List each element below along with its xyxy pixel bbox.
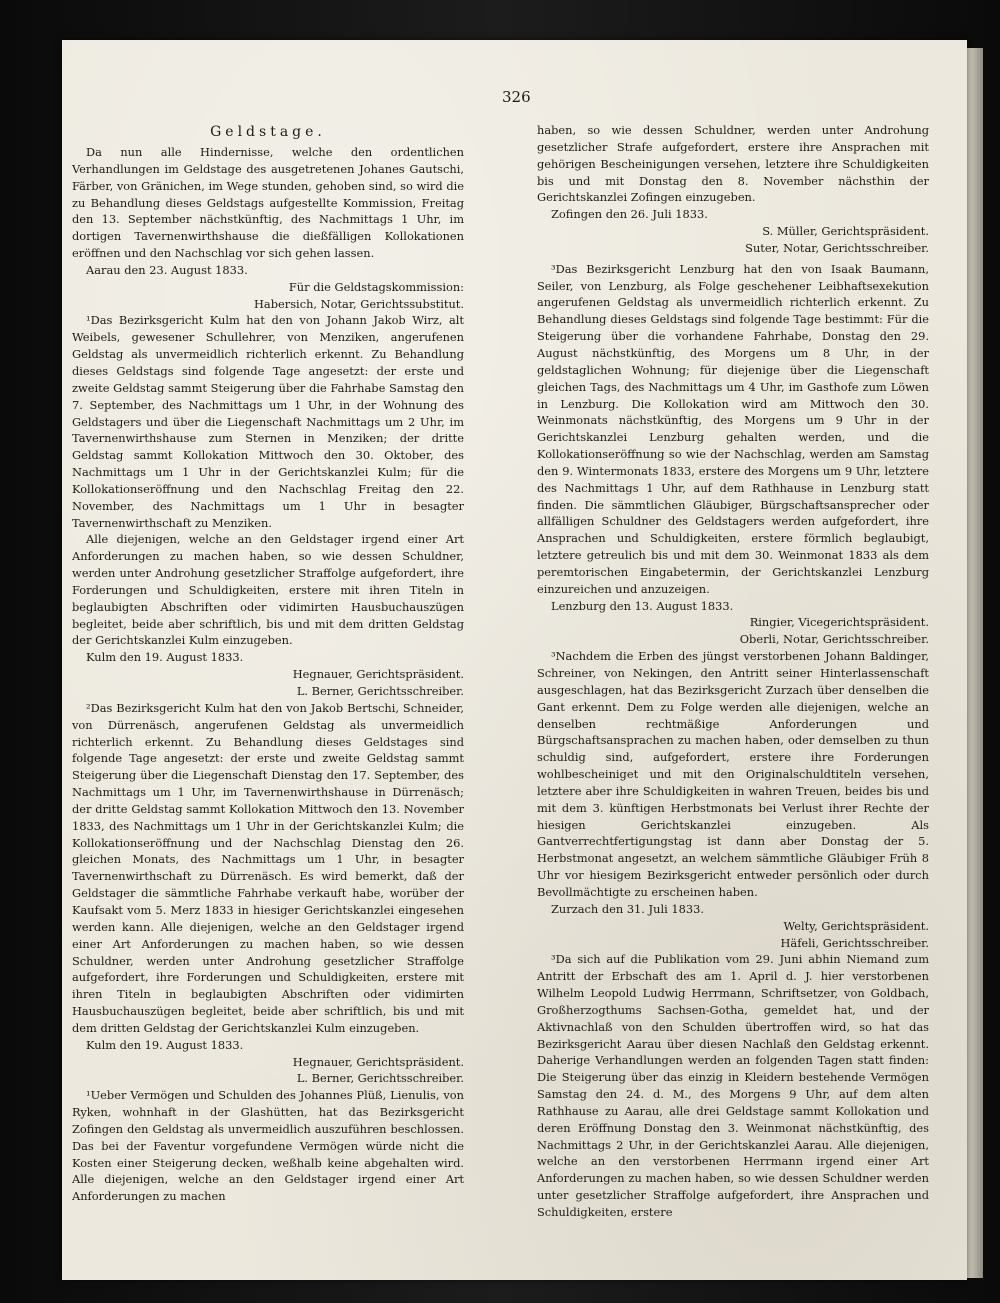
notice-gautschi-body: Da nun alle Hindernisse, welche den ordentlichen Verhandlungen im Geldstage des ausgetretenen Johanes Gautschi, Färber, von Gränichen, im Wege stunden, gehoben sind, so wird die zu Behandlung dieses Geldstags aufgestellte Kommission, Freitag den 13. September nächstkünftig, des Nachmittags 1 Uhr, im dortigen Tavernenwirthshause die dießfälligen Kollokationen eröffnen und den Nachschlag vor sich gehen lassen.	[72, 145, 464, 261]
notice-wirz-body: ¹Das Bezirksgericht Kulm hat den von Johann Jakob Wirz, alt Weibels, gewesener Schullehrer, von Menziken, angerufenen Geldstag als unvermeidlich richterlich erkennt. Zu Behandlung dieses Geldstags sind folgende Tage angesetzt: der erste und zweite Geldstag sammt Steigerung über die Fahrhabe Samstag den 7. September, des Nachmittags um 1 Uhr, in der Wohnung des Geldstagers und über die Liegenschaft Nachmittags um 2 Uhr, im Tavernenwirthshause zum Sternen in Menziken; der dritte Geldstag sammt Kollokation Mittwoch den 30. Oktober, des Nachmittags um 1 Uhr in der Gerichtskanzlei Kulm; für die Kollokationseröffnung und den Nachschlag Freitag den 22. November, des Nachmittags um 1 Uhr in besagter Tavernenwirthschaft zu Menziken.	[72, 313, 464, 530]
notice-pluess-place-date: Zofingen den 26. Juli 1833.	[551, 207, 708, 222]
notice-baumann-signature-1: Ringier, Vicegerichtspräsident.	[749, 615, 929, 630]
notice-wirz-place-date: Kulm den 19. August 1833.	[86, 650, 244, 665]
notice-pluess-signature-2: Suter, Notar, Gerichtsschreiber.	[745, 240, 929, 255]
notice-wirz-signature-1: Hegnauer, Gerichtspräsident.	[292, 667, 464, 682]
section-heading: Geldstage.	[210, 124, 326, 140]
notice-herrmann-body: ³Da sich auf die Publikation vom 29. Juni abhin Niemand zum Antritt der Erbschaft des am 1. April d. J. hier verstorbenen Wilhelm Leopold Ludwig Herrmann, Schriftsetzer, von Goldbach, Großherzogthums Sachsen-Gotha, gemeldet hat, und der Aktivnachlaß von den Schulden übertroffen wird, so hat das Bezirksgericht Aarau über diesen Nachlaß den Geldstag erkennt. Daherige Verhandlungen werden an folgenden Tagen statt finden: Die Steigerung über das einzig in Kleidern bestehende Vermögen Samstag den 24. d. M., des Morgens 9 Uhr, auf dem alten Rathhause zu Aarau, alle drei Geldstage sammt Kollokation und deren Eröffnung Donstag den 3. Weinmonat nächstkünftig, des Nachmittags 2 Uhr, in der Gerichtskanzlei Aarau. Alle diejenigen, welche an den verstorbenen Herrmann irgend einer Art Anforderungen zu machen haben, so wie dessen Schuldner werden unter gesetzlicher Straffolge aufgefordert, ihre Ansprachen und Schuldigkeiten, erstere	[537, 952, 929, 1219]
notice-gautschi-signature-1: Für die Geldstagskommission:	[288, 279, 464, 294]
page-number: 326	[502, 88, 531, 106]
next-page-edge	[967, 48, 983, 1278]
notice-gautschi-place-date: Aarau den 23. August 1833.	[86, 262, 248, 277]
newspaper-page	[62, 40, 967, 1280]
notice-baumann-body: ³Das Bezirksgericht Lenzburg hat den von Isaak Baumann, Seiler, von Lenzburg, als Folge geschehener Leibhaftsexekution angerufenen Geldstag als unvermeidlich richterlich erkennt. Zu Behandlung dieses Geldstags sind folgende Tage bestimmt: Für die Steigerung über die vorhandene Fahrhabe, Donstag den 29. August nächstkünftig, des Morgens um 8 Uhr, in der geldstaglichen Wohnung; für diejenige über die Liegenschaft gleichen Tags, des Nachmittags um 4 Uhr, im Gasthofe zum Löwen in Lenzburg. Die Kollokation wird am Mittwoch den 30. Weinmonats nächstkünftig, des Morgens um 9 Uhr in der Gerichtskanzlei Lenzburg gehalten werden, und die Kollokationseröffnung so wie der Nachschlag, werden am Samstag den 9. Wintermonats 1833, erstere des Morgens um 9 Uhr, letztere des Nachmittags 1 Uhr, auf dem Rathhause in Lenzburg statt finden. Die sämmtlichen Gläubiger, Bürgschaftsansprecher oder allfälligen Schuldner des Geldstagers werden aufgefordert, ihre Ansprachen und Schuldigkeiten, erstere förmlich beglaubigt, letztere getreulich bis und mit dem 30. Weinmonat 1833 als dem peremtorischen Eingabetermin, der Gerichtskanzlei Lenzburg einzureichen und anzuzeigen.	[537, 261, 929, 596]
notice-wirz-signature-2: L. Berner, Gerichtsschreiber.	[296, 684, 464, 698]
notice-baumann-signature-2: Oberli, Notar, Gerichtsschreiber.	[739, 632, 929, 647]
notice-bertschi-signature-1: Hegnauer, Gerichtspräsident.	[292, 1054, 464, 1069]
notice-baldinger-body: ³Nachdem die Erben des jüngst verstorbenen Johann Baldinger, Schreiner, von Nekingen, den Antritt seiner Hinterlassenschaft ausgeschlagen, hat das Bezirksgericht Zurzach über denselben die Gant erkennt. Dem zu Folge werden alle diejenigen, welche an denselben rechtmäßige Anforderungen und Bürgschaftsansprachen zu machen haben, oder demselben zu thun schuldig sind, aufgefordert, erstere ihre Forderungen wohlbescheiniget und mit den Originalschuldtiteln versehen, letztere aber ihre Schuldigkeiten in wahren Treuen, beides bis und mit dem 3. künftigen Herbstmonats bei Verlust ihrer Rechte der hiesigen Gerichtskanzlei einzugeben. Als Gantverrechtfertigungstag ist dann aber Donstag der 5. Herbstmonat angesetzt, an welchem sämmtliche Gläubiger Früh 8 Uhr vor hiesigem Bezirksgericht entweder persönlich oder durch Bevollmächtigte zu erscheinen haben.	[537, 649, 929, 899]
notice-bertschi-place-date: Kulm den 19. August 1833.	[86, 1037, 244, 1052]
right-column	[537, 122, 929, 1221]
notice-pluess-signature-1: S. Müller, Gerichtspräsident.	[762, 224, 929, 239]
notice-bertschi-body: ²Das Bezirksgericht Kulm hat den von Jakob Bertschi, Schneider, von Dürrenäsch, angerufenen Geldstag als unvermeidlich richterlich erkennt. Zu Behandlung dieses Geldstages sind folgende Tage angesetzt: der erste und zweite Geldstag sammt Steigerung über die Liegenschaft Dienstag den 17. September, des Nachmittags um 1 Uhr, im Tavernenwirthshause in Dürrenäsch; der dritte Geldstag sammt Kollokation Mittwoch den 13. November 1833, des Nachmittags um 1 Uhr in der Gerichtskanzlei Kulm; die Kollokationseröffnung und der Nachschlag Dienstag den 26. gleichen Monats, des Nachmittags um 1 Uhr, in besagter Tavernenwirthschaft zu Dürrenäsch. Es wird bemerkt, daß der Geldstager die sämmtliche Fahrhabe verkauft habe, worüber der Kaufsakt vom 5. Merz 1833 in hiesiger Gerichtskanzlei eingesehen werden kann. Alle diejenigen, welche an den Geldstager irgend einer Art Anforderungen zu machen haben, so wie dessen Schuldner, werden unter Androhung gesetzlicher Straffolge aufgefordert, ihre Forderungen und Schuldigkeiten, erstere mit ihren Titeln in beglaubigten Abschriften oder vidimirten Hausbuchauszügen begleitet, beide aber schriftlich, bis und mit dem dritten Geldstag der Gerichtskanzlei Kulm einzugeben.	[72, 700, 464, 1035]
notice-wirz-body-2: Alle diejenigen, welche an den Geldstager irgend einer Art Anforderungen zu machen haben, so wie dessen Schuldner, werden unter Androhung gesetzlicher Straffolge aufgefordert, ihre Forderungen und Schuldigkeiten, erstere mit ihren Titeln in beglaubigten Abschriften oder vidimirten Hausbuchauszügen begleitet, beide aber schriftlich, bis und mit dem dritten Geldstag der Gerichtskanzlei Kulm einzugeben.	[72, 532, 464, 648]
left-column	[72, 122, 464, 1205]
notice-pluess-body: ¹Ueber Vermögen und Schulden des Johannes Plüß, Lienulis, von Ryken, wohnhaft in der Glashütten, hat das Bezirksgericht Zofingen den Geldstag als unvermeidlich auszuführen beschlossen. Das bei der Faventur vorgefundene Vermögen würde nicht die Kosten einer Steigerung decken, weßhalb keine abgehalten wird. Alle diejenigen, welche an den Geldstager irgend einer Art Anforderungen zu machen	[72, 1088, 464, 1204]
notice-baldinger-signature-1: Welty, Gerichtspräsident.	[783, 918, 929, 933]
notice-bertschi-signature-2: L. Berner, Gerichtsschreiber.	[296, 1071, 464, 1086]
notice-pluess-continuation: haben, so wie dessen Schuldner, werden unter Androhung gesetzlicher Strafe aufgefordert, erstere ihre Ansprachen mit gehörigen Bescheinigungen versehen, letztere ihre Schuldigkeiten bis und mit Donstag den 8. November nächsthin der Gerichtskanzlei Zofingen einzugeben.	[537, 123, 929, 205]
notice-gautschi-signature-2: Habersich, Notar, Gerichtssubstitut.	[254, 296, 464, 311]
notice-baumann-place-date: Lenzburg den 13. August 1833.	[551, 598, 734, 613]
notice-baldinger-signature-2: Häfeli, Gerichtsschreiber.	[780, 935, 929, 950]
notice-baldinger-place-date: Zurzach den 31. Juli 1833.	[551, 901, 704, 916]
